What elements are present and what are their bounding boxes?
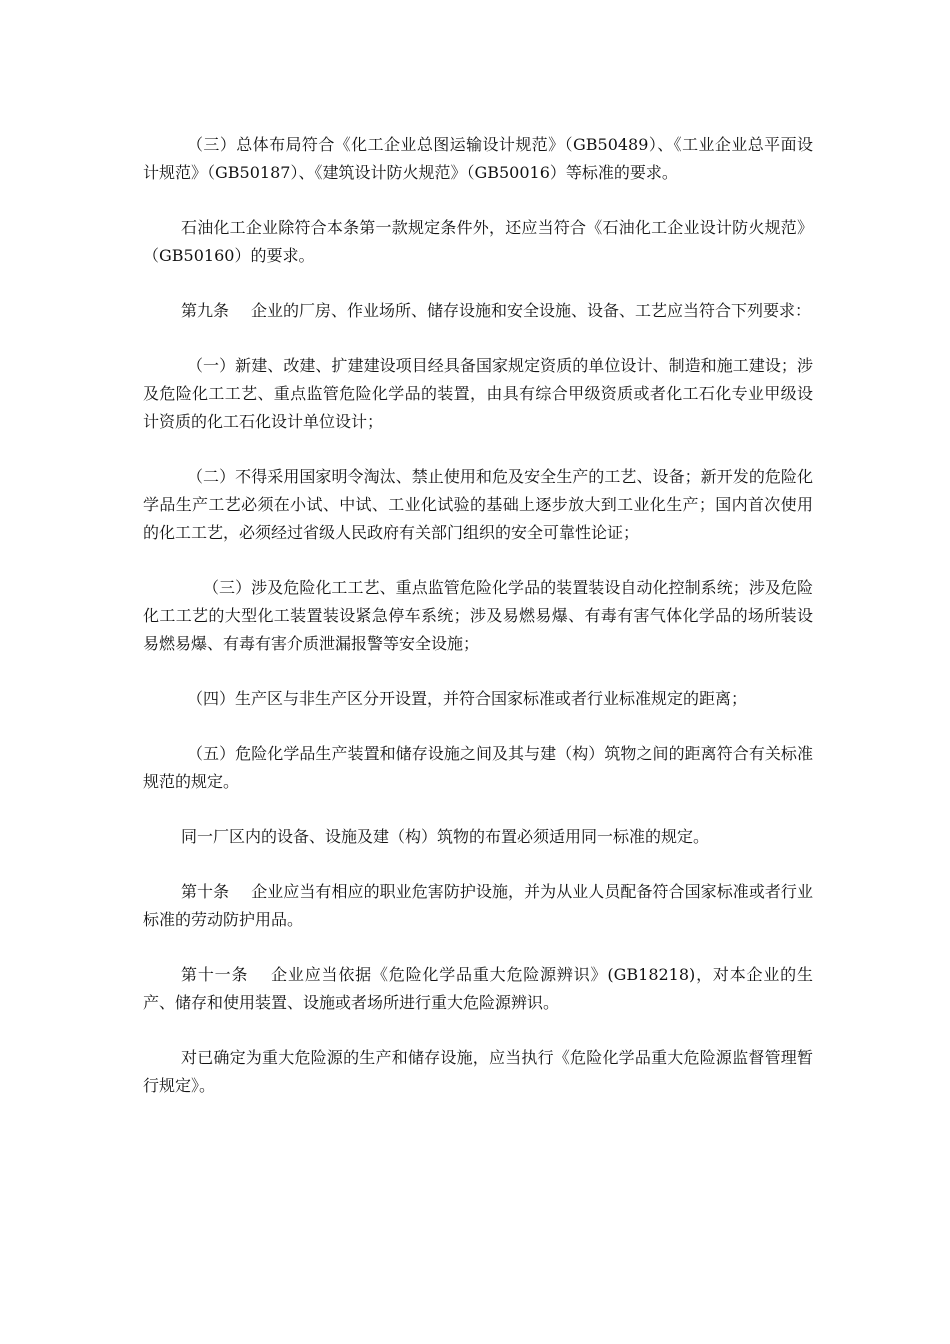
paragraph-same-standard xyxy=(143,823,813,851)
paragraph-layout-standards xyxy=(143,131,813,187)
paragraph-item-5 xyxy=(143,740,813,796)
paragraph-text: （三）总体布局符合《化工企业总图运输设计规范》（GB50489）、《工业企业总平面设计规范》（GB50187）、《建筑设计防火规范》（GB50016）等标准的要求。 xyxy=(143,135,813,182)
paragraph-text: （四）生产区与非生产区分开设置，并符合国家标准或者行业标准规定的距离； xyxy=(187,689,748,708)
document-body xyxy=(143,131,813,1127)
paragraph-text: 同一厂区内的设备、设施及建（构）筑物的布置必须适用同一标准的规定。 xyxy=(181,827,710,846)
paragraph-text: 石油化工企业除符合本条第一款规定条件外，还应当符合《石油化工企业设计防火规范》（GB50160）的要求。 xyxy=(143,218,813,265)
article-9 xyxy=(143,297,813,325)
paragraph-text: （三）涉及危险化工工艺、重点监管危险化学品的装置装设自动化控制系统；涉及危险化工工艺的大型化工装置装设紧急停车系统；涉及易燃易爆、有毒有害气体化学品的场所装设易燃易爆、有毒有害介质泄漏报警等安全设施； xyxy=(143,578,813,653)
paragraph-item-4 xyxy=(143,685,813,713)
paragraph-text: 对已确定为重大危险源的生产和储存设施，应当执行《危险化学品重大危险源监督管理暂行规定》。 xyxy=(143,1048,813,1095)
article-10 xyxy=(143,878,813,934)
article-number: 第十一条 xyxy=(181,965,249,984)
paragraph-item-2 xyxy=(143,463,813,547)
article-text: 企业的厂房、作业场所、储存设施和安全设施、设备、工艺应当符合下列要求： xyxy=(251,301,812,320)
paragraph-text: （五）危险化学品生产装置和储存设施之间及其与建（构）筑物之间的距离符合有关标准规范的规定。 xyxy=(143,744,813,791)
paragraph-text: （一）新建、改建、扩建建设项目经具备国家规定资质的单位设计、制造和施工建设；涉及危险化工工艺、重点监管危险化学品的装置，由具有综合甲级资质或者化工石化专业甲级设计资质的化工石化设计单位设计； xyxy=(143,356,813,431)
article-text: 企业应当有相应的职业危害防护设施，并为从业人员配备符合国家标准或者行业标准的劳动防护用品。 xyxy=(143,882,813,929)
paragraph-major-hazard xyxy=(143,1044,813,1100)
article-number: 第九条 xyxy=(181,301,230,320)
paragraph-item-3 xyxy=(143,574,813,658)
paragraph-item-1 xyxy=(143,352,813,436)
paragraph-petrochemical-requirement xyxy=(143,214,813,270)
article-11 xyxy=(143,961,813,1017)
article-text: 企业应当依据《危险化学品重大危险源辨识》(GB18218)，对本企业的生产、储存和使用装置、设施或者场所进行重大危险源辨识。 xyxy=(143,965,813,1012)
paragraph-text: （二）不得采用国家明令淘汰、禁止使用和危及安全生产的工艺、设备；新开发的危险化学品生产工艺必须在小试、中试、工业化试验的基础上逐步放大到工业化生产；国内首次使用的化工工艺，必须经过省级人民政府有关部门组织的安全可靠性论证； xyxy=(143,467,813,542)
article-number: 第十条 xyxy=(181,882,230,901)
